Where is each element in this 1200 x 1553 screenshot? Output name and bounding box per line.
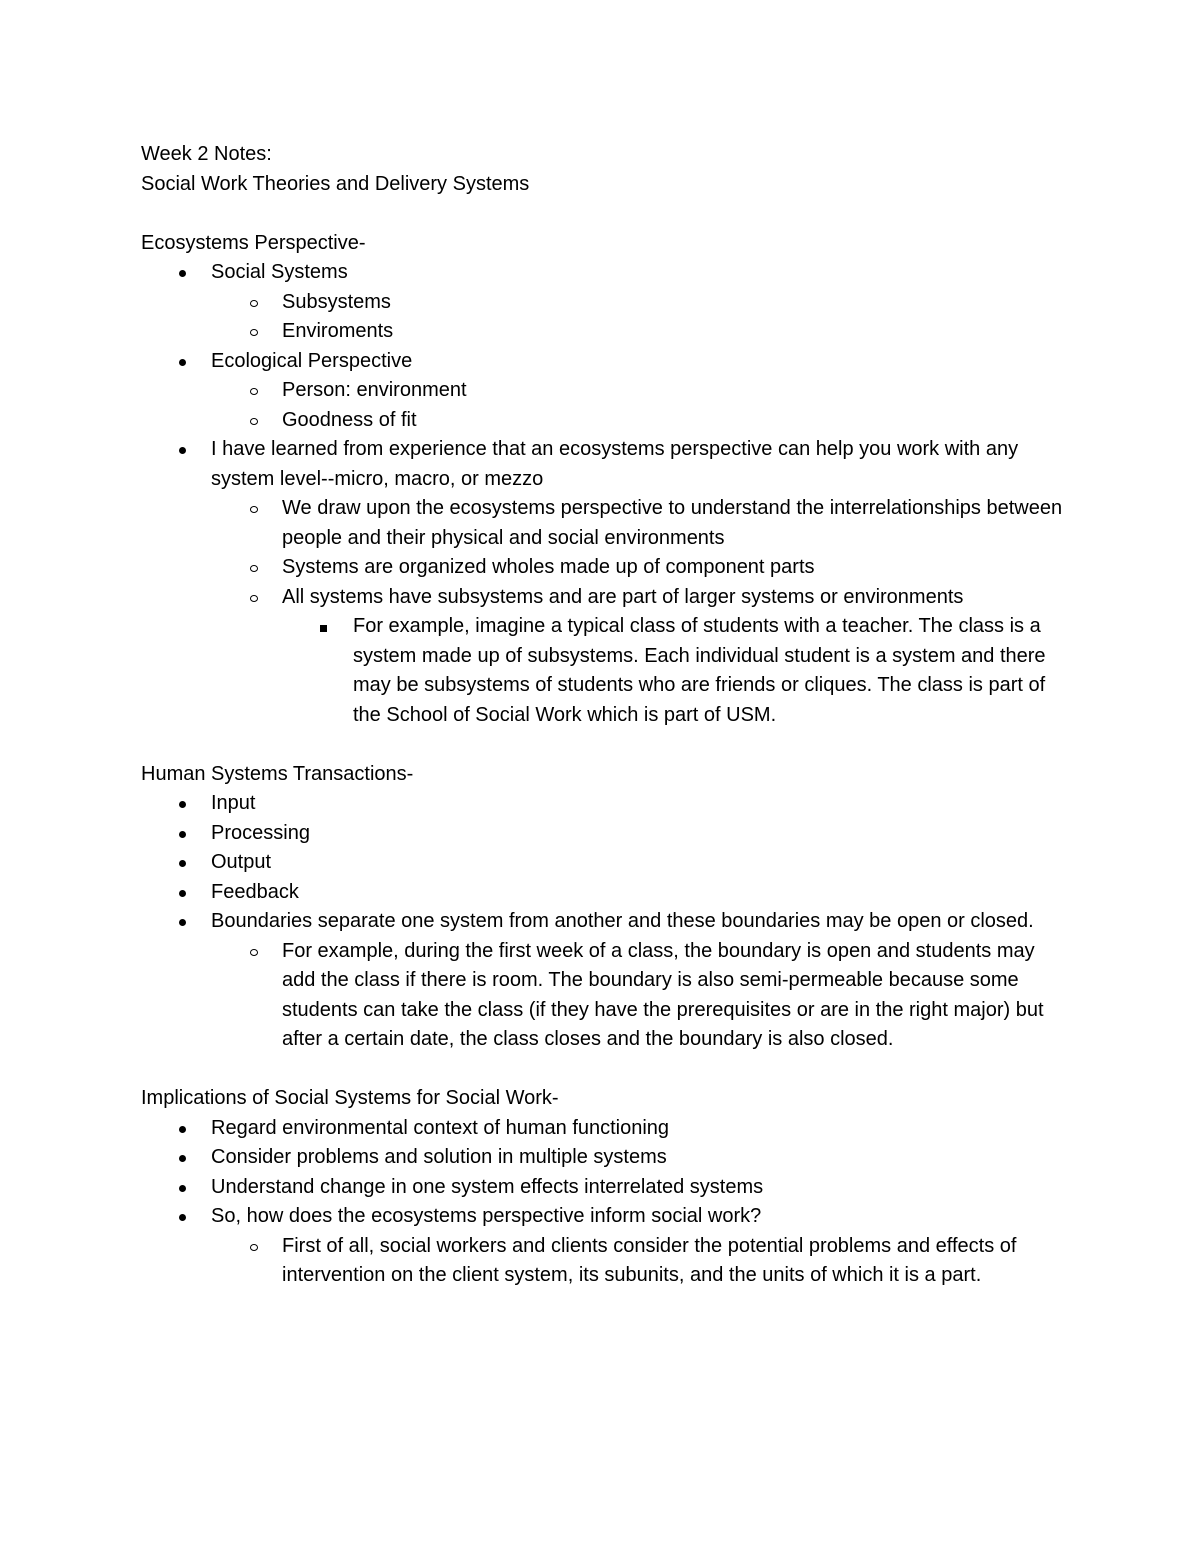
list-item: We draw upon the ecosystems perspective to understand the interrelationships between people and their physical and social environments	[141, 494, 1071, 553]
list-item: Understand change in one system effects interrelated systems	[141, 1173, 1071, 1203]
list-item: Input	[141, 789, 1071, 819]
list-item: Ecological Perspective	[141, 347, 1071, 377]
list-item: For example, imagine a typical class of students with a teacher. The class is a system made up of subsystems. Each individual student is a system and there may be subsystems of students who are friends or cliques. The class is part of the School of Social Work which is part of USM.	[141, 612, 1071, 730]
circle-bullet-icon	[248, 553, 268, 583]
list-item: Regard environmental context of human functioning	[141, 1114, 1071, 1144]
list-item: Processing	[141, 819, 1071, 849]
circle-bullet-icon	[248, 1232, 268, 1262]
list-item: Feedback	[141, 878, 1071, 908]
document-title: Week 2 Notes:	[141, 143, 272, 165]
document-subtitle: Social Work Theories and Delivery Systems	[141, 172, 530, 195]
disc-bullet-icon	[177, 878, 197, 908]
disc-bullet-icon	[177, 907, 197, 937]
circle-bullet-icon	[248, 494, 268, 524]
spacer	[141, 1055, 1071, 1085]
circle-bullet-icon	[248, 317, 268, 347]
disc-bullet-icon	[177, 347, 197, 377]
list-item: Consider problems and solution in multiple systems	[141, 1143, 1071, 1173]
disc-bullet-icon	[177, 435, 197, 465]
section-heading-ecosystems: Ecosystems Perspective-	[141, 231, 366, 254]
list-item: Goodness of fit	[141, 406, 1071, 436]
circle-bullet-icon	[248, 288, 268, 318]
list-item: Boundaries separate one system from another and these boundaries may be open or closed.	[141, 907, 1071, 937]
section-heading-transactions: Human Systems Transactions-	[141, 762, 414, 785]
list-item: Person: environment	[141, 376, 1071, 406]
disc-bullet-icon	[177, 789, 197, 819]
section-heading-implications: Implications of Social Systems for Social Work-	[141, 1087, 559, 1109]
list-item: I have learned from experience that an ecosystems perspective can help you work with any system level--micro, macro, or mezzo	[141, 435, 1071, 494]
spacer	[141, 730, 1071, 760]
disc-bullet-icon	[177, 848, 197, 878]
disc-bullet-icon	[177, 819, 197, 849]
transactions-list	[141, 789, 1071, 1055]
list-item: First of all, social workers and clients consider the potential problems and effects of intervention on the client system, its subunits, and the units of which it is a part.	[141, 1232, 1071, 1291]
list-item: So, how does the ecosystems perspective inform social work?	[141, 1202, 1071, 1232]
list-item: Social Systems	[141, 258, 1071, 288]
implications-list	[141, 1114, 1071, 1291]
circle-bullet-icon	[248, 406, 268, 436]
list-item: Enviroments	[141, 317, 1071, 347]
ecosystems-list	[141, 258, 1071, 730]
list-item: All systems have subsystems and are part of larger systems or environments	[141, 583, 1071, 613]
disc-bullet-icon	[177, 1173, 197, 1203]
disc-bullet-icon	[177, 1143, 197, 1173]
list-item: Subsystems	[141, 288, 1071, 318]
disc-bullet-icon	[177, 1114, 197, 1144]
circle-bullet-icon	[248, 583, 268, 613]
circle-bullet-icon	[248, 937, 268, 967]
list-item: Output	[141, 848, 1071, 878]
spacer	[141, 199, 1071, 229]
square-bullet-icon	[318, 612, 338, 642]
document-page	[141, 140, 1071, 1291]
disc-bullet-icon	[177, 1202, 197, 1232]
circle-bullet-icon	[248, 376, 268, 406]
disc-bullet-icon	[177, 258, 197, 288]
list-item: For example, during the first week of a class, the boundary is open and students may add the class if there is room. The boundary is also semi-permeable because some students can take the class (if they have the prerequisites or are in the right major) but after a certain date, the class closes and the boundary is also closed.	[141, 937, 1071, 1055]
list-item: Systems are organized wholes made up of component parts	[141, 553, 1071, 583]
